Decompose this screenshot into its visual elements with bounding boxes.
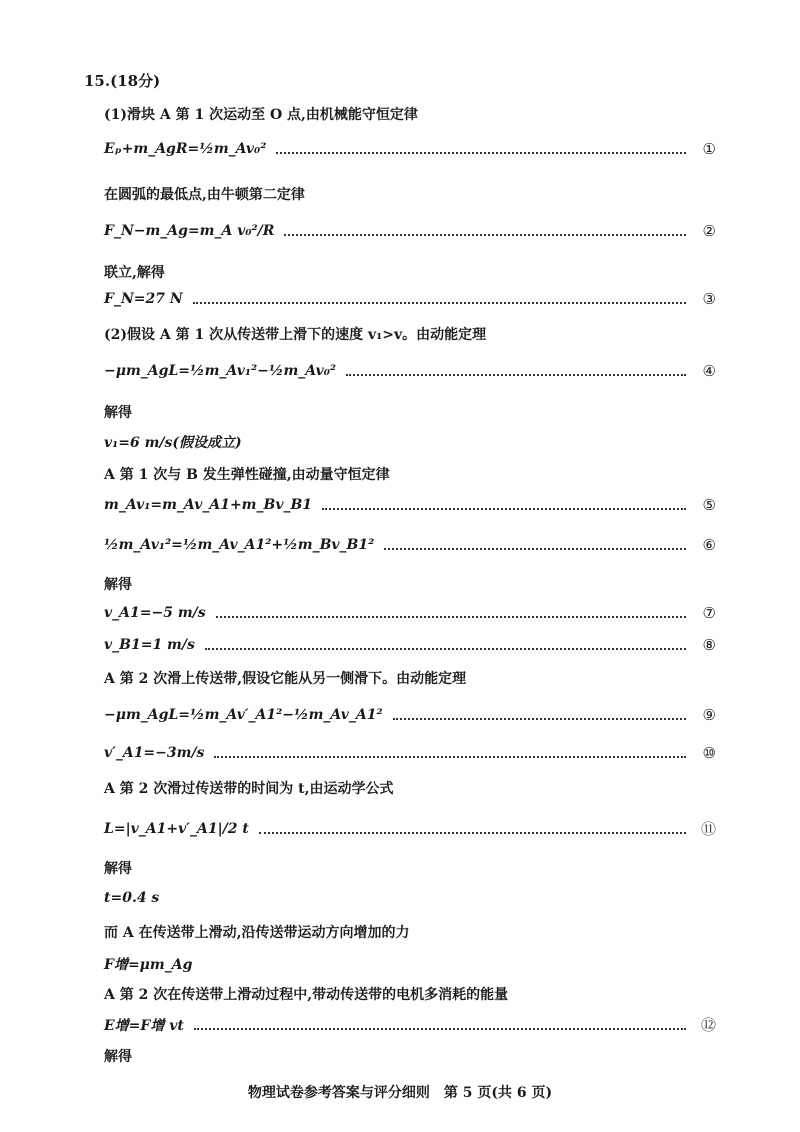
equation-number: ⑪ bbox=[700, 820, 716, 838]
equation: −μm_AgL=½m_Av′_A1²−½m_Av_A1² bbox=[104, 707, 383, 723]
equation: ½m_Av₁²=½m_Av_A1²+½m_Bv_B1² bbox=[104, 537, 375, 553]
step-text: 而 A 在传送带上滑动,沿传送带运动方向增加的力 bbox=[104, 925, 410, 941]
equation-row bbox=[104, 744, 716, 762]
equation-number: ① bbox=[702, 140, 716, 158]
equation-number: ② bbox=[702, 222, 716, 240]
dot-leader bbox=[214, 756, 686, 758]
step-text: A 第 2 次滑过传送带的时间为 t,由运动学公式 bbox=[104, 781, 394, 797]
step-text: 解得 bbox=[104, 1049, 132, 1065]
question-heading: 15.(18分) bbox=[84, 72, 161, 90]
equation-number: ⑩ bbox=[702, 744, 716, 762]
dot-leader bbox=[259, 832, 686, 834]
step-text: (2)假设 A 第 1 次从传送带上滑下的速度 v₁>v。由动能定理 bbox=[104, 327, 487, 343]
equation: m_Av₁=m_Av_A1+m_Bv_B1 bbox=[104, 497, 313, 513]
equation-number: ⑫ bbox=[700, 1016, 716, 1034]
dot-leader bbox=[346, 374, 686, 376]
step-text: A 第 2 次滑上传送带,假设它能从另一侧滑下。由动能定理 bbox=[104, 671, 467, 687]
equation: v′_A1=−3m/s bbox=[104, 745, 205, 761]
equation: Eₚ+m_AgR=½m_Av₀² bbox=[104, 141, 267, 157]
step-text: 在圆弧的最低点,由牛顿第二定律 bbox=[104, 187, 305, 203]
step-text: 解得 bbox=[104, 405, 132, 421]
step-text: 联立,解得 bbox=[104, 265, 165, 281]
equation: F_N−m_Ag=m_A v₀²/R bbox=[104, 223, 275, 239]
equation-row bbox=[104, 140, 716, 158]
equation-number: ⑨ bbox=[702, 706, 716, 724]
equation-row bbox=[104, 1014, 716, 1035]
equation-number: ⑧ bbox=[702, 636, 716, 654]
equation-number: ⑥ bbox=[702, 536, 716, 554]
dot-leader bbox=[193, 302, 686, 304]
equation-number: ④ bbox=[702, 362, 716, 380]
equation-row bbox=[104, 536, 716, 554]
equation-number: ③ bbox=[702, 290, 716, 308]
equation-row bbox=[104, 222, 716, 240]
equation-row bbox=[104, 706, 716, 724]
equation-number: ⑤ bbox=[702, 496, 716, 514]
equation-row bbox=[104, 362, 716, 380]
step-text: A 第 1 次与 B 发生弹性碰撞,由动量守恒定律 bbox=[104, 467, 390, 483]
step-text: 解得 bbox=[104, 577, 132, 593]
dot-leader bbox=[194, 1028, 686, 1030]
equation-row bbox=[104, 604, 716, 622]
step-text: (1)滑块 A 第 1 次运动至 O 点,由机械能守恒定律 bbox=[104, 107, 418, 123]
equation-row bbox=[104, 818, 716, 839]
equation-row bbox=[104, 496, 716, 514]
dot-leader bbox=[384, 548, 686, 550]
dot-leader bbox=[216, 616, 686, 618]
equation-row bbox=[104, 290, 716, 308]
equation: v_B1=1 m/s bbox=[104, 637, 195, 653]
page-footer: 物理试卷参考答案与评分细则 第 5 页(共 6 页) bbox=[247, 1085, 553, 1101]
result-line: t=0.4 s bbox=[104, 890, 160, 906]
equation: −μm_AgL=½m_Av₁²−½m_Av₀² bbox=[104, 363, 336, 379]
equation-row bbox=[104, 636, 716, 654]
equation: F_N=27 N bbox=[104, 291, 183, 307]
dot-leader bbox=[284, 234, 686, 236]
dot-leader bbox=[393, 718, 686, 720]
equation: v_A1=−5 m/s bbox=[104, 605, 206, 621]
result-line: F增=μm_Ag bbox=[104, 957, 193, 973]
dot-leader bbox=[322, 508, 686, 510]
equation: L=|v_A1+v′_A1|/2 t bbox=[104, 820, 249, 837]
dot-leader bbox=[205, 648, 686, 650]
equation-number: ⑦ bbox=[702, 604, 716, 622]
result-line: v₁=6 m/s(假设成立) bbox=[104, 435, 242, 451]
step-text: 解得 bbox=[104, 861, 132, 877]
equation: E增=F增 vt bbox=[104, 1017, 184, 1034]
dot-leader bbox=[276, 152, 686, 154]
step-text: A 第 2 次在传送带上滑动过程中,带动传送带的电机多消耗的能量 bbox=[104, 987, 509, 1003]
